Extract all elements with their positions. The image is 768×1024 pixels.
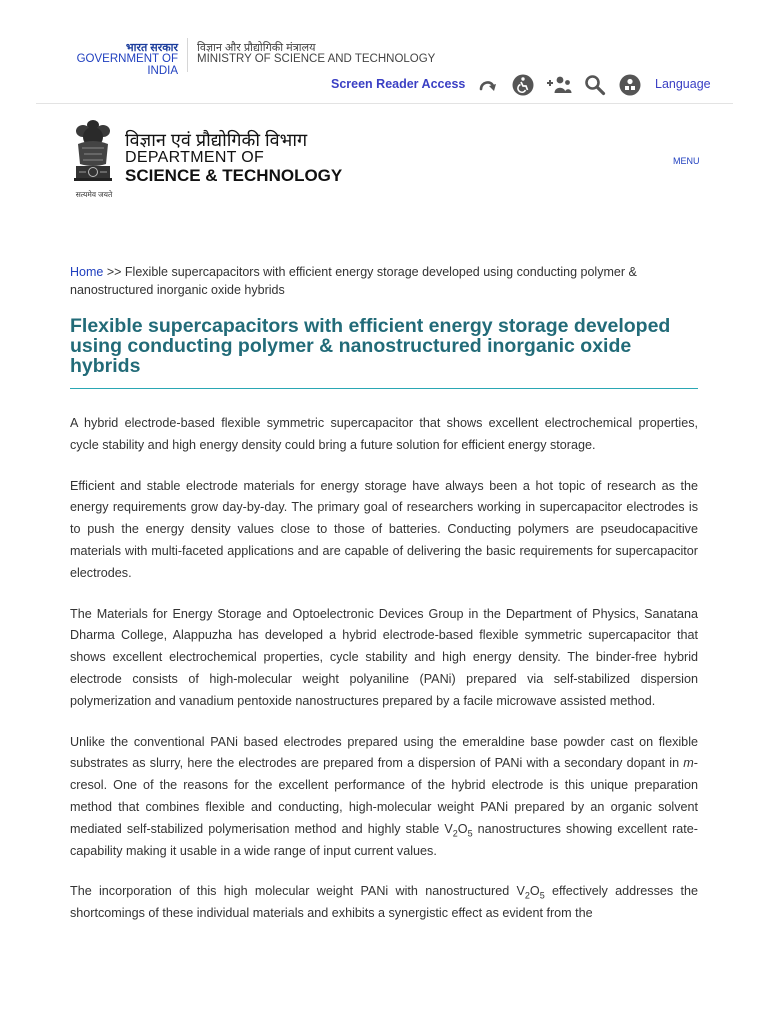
department-name-hindi[interactable]: विज्ञान एवं प्रौद्योगिकी विभाग bbox=[125, 130, 308, 150]
header-divider bbox=[36, 103, 733, 104]
paragraph-2: Efficient and stable electrode materials for energy storage have always been a hot topic of research as the energy requirements grow day-by-day. The primary goal of researchers working in supercapacitor electrodes is to push the energy density values close to those of batteries. Conducting polymers are pseudocapacitive materials with multi-faceted applications and are capable of delivering the basic requirements for supercapacitor electrodes. bbox=[70, 478, 698, 580]
national-emblem-icon[interactable] bbox=[70, 118, 116, 202]
paragraph-4: Unlike the conventional PANi based electrodes prepared using the emeraldine base powder cast on flexible substrates as slurry, here the electrodes are prepared from a dispersion of PANi with a secondary dopant in m-cresol. One of the reasons for the excellent performance of the hybrid electrode is this unique preparation method that combines flexible and conducting, high-molecular weight PANi prepared by an organic solvent mediated self-stabilized polymerisation method and highly stable $V_2O_5$ nanostructures showing excellent rate-capability making it usable in a wide range of input current values. bbox=[70, 734, 699, 858]
paragraph-1: A hybrid electrode-based flexible symmetric supercapacitor that shows excellent electrochemical properties, cycle stability and high energy density could bring a future solution for efficient energy storage. bbox=[70, 416, 698, 452]
gov-india-hindi: भारत सरकार bbox=[125, 42, 178, 54]
paragraph-3: The Materials for Energy Storage and Optoelectronic Devices Group in the Department of Physics, Sanatana Dharma College, Alappuzha has developed a hybrid electrode-based flexible symmetric supercapacitor that shows excellent electrochemical properties, cycle stability and high energy density. The binder-free hybrid electrode consists of high-molecular weight polyaniline (PANi) prepared via self-stabilized dispersion polymerization and vanadium pentoxide nanostructures prepared by a facile microwave assisted method. bbox=[70, 606, 698, 708]
ministry-english[interactable]: MINISTRY OF SCIENCE AND TECHNOLOGY bbox=[197, 53, 436, 65]
gov-divider bbox=[187, 38, 188, 72]
social-icon[interactable] bbox=[619, 74, 641, 96]
search-icon[interactable] bbox=[584, 74, 606, 96]
accessibility-icon[interactable] bbox=[512, 74, 534, 96]
menu-button[interactable]: MENU bbox=[673, 156, 700, 166]
skip-to-content-icon[interactable] bbox=[477, 74, 499, 96]
article-body bbox=[70, 413, 698, 944]
page-title: Flexible supercapacitors with efficient energy storage developed using conducting polymer & nanostructured inorganic oxide hybrids bbox=[70, 315, 671, 377]
sitemap-users-icon[interactable] bbox=[546, 74, 572, 96]
department-name-line2[interactable]: SCIENCE & TECHNOLOGY bbox=[125, 166, 343, 185]
emblem-motto: सत्यमेव जयते bbox=[75, 190, 113, 199]
department-name-line1[interactable]: DEPARTMENT OF bbox=[125, 149, 265, 166]
ministry-hindi: विज्ञान और प्रौद्योगिकी मंत्रालय bbox=[197, 42, 316, 54]
breadcrumb-home-link[interactable]: Home bbox=[70, 265, 104, 279]
paragraph-5: The incorporation of this high molecular weight PANi with nanostructured $V_2O_5$ effectively addresses the shortcomings of these individual materials and exhibits a synergistic effect as evident from the bbox=[70, 884, 698, 921]
language-selector[interactable]: Language bbox=[655, 77, 711, 91]
breadcrumb-current: Flexible supercapacitors with efficient energy storage developed using conducting polymer & nanostructured inorganic oxide hybrids bbox=[70, 265, 637, 297]
breadcrumb bbox=[70, 263, 698, 299]
breadcrumb-separator: >> bbox=[106, 265, 122, 279]
screen-reader-access-link[interactable]: Screen Reader Access bbox=[331, 77, 466, 91]
gov-india-english[interactable]: GOVERNMENT OF INDIA bbox=[76, 53, 178, 77]
title-underline bbox=[70, 388, 698, 389]
